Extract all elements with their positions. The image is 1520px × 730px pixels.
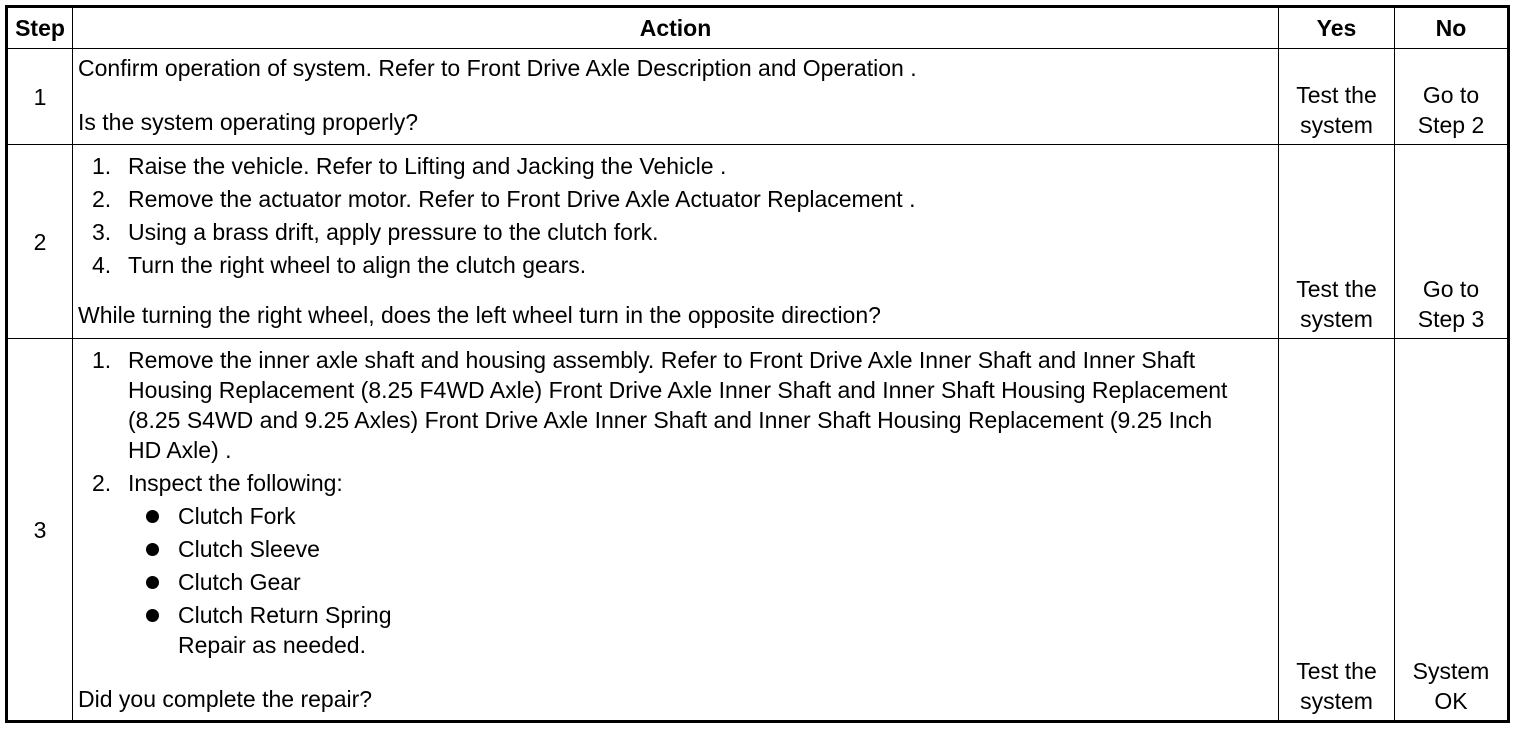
bullet-text: Clutch Return Spring <box>178 602 392 628</box>
substep-list <box>78 151 1272 280</box>
header-row <box>7 7 1509 49</box>
action-question: Did you complete the repair? <box>78 686 373 712</box>
yes-line: system <box>1300 306 1373 332</box>
no-line: OK <box>1434 688 1468 714</box>
no-line: Step 3 <box>1417 306 1485 332</box>
bullet-text: Clutch Gear <box>178 569 301 595</box>
inspect-bullet-list <box>78 501 1272 630</box>
table-row <box>7 145 1509 339</box>
list-item <box>78 468 1272 498</box>
diagnostic-table <box>5 5 1510 723</box>
list-item <box>128 600 1272 630</box>
list-item <box>78 184 1272 214</box>
substep-number: 3. <box>92 219 112 245</box>
bullet-text: Clutch Sleeve <box>178 536 320 562</box>
table-row <box>7 339 1509 722</box>
list-item <box>78 345 1272 465</box>
yes-line: Test the <box>1296 276 1377 302</box>
no-line: System <box>1412 658 1490 684</box>
action-cell <box>73 49 1279 145</box>
list-item <box>78 217 1272 247</box>
no-cell <box>1395 339 1509 722</box>
header-action: Action <box>73 7 1279 49</box>
substep-text: Raise the vehicle. Refer to Lifting and Jacking the Vehicle . <box>128 153 727 179</box>
yes-line: Test the <box>1296 658 1377 684</box>
list-item <box>78 151 1272 181</box>
table-row <box>7 49 1509 145</box>
yes-cell <box>1279 339 1395 722</box>
bullet-icon <box>146 609 159 622</box>
step-number: 1 <box>7 49 73 145</box>
substep-text: Using a brass drift, apply pressure to the clutch fork. <box>128 219 659 245</box>
header-yes: Yes <box>1279 7 1395 49</box>
substep-text: Inspect the following: <box>128 470 343 496</box>
yes-line: system <box>1300 112 1373 138</box>
list-item <box>128 534 1272 564</box>
no-line: Go to <box>1422 82 1480 108</box>
no-line: Step 2 <box>1417 112 1485 138</box>
substep-number: 2. <box>92 470 112 496</box>
bullet-text: Clutch Fork <box>178 503 296 529</box>
no-cell <box>1395 145 1509 339</box>
substep-text: Turn the right wheel to align the clutch gears. <box>128 252 587 278</box>
list-item <box>128 567 1272 597</box>
no-cell <box>1395 49 1509 145</box>
substep-number: 1. <box>92 153 112 179</box>
substep-text: Remove the actuator motor. Refer to Front Drive Axle Actuator Replacement . <box>128 186 916 212</box>
list-item <box>128 501 1272 531</box>
yes-cell <box>1279 145 1395 339</box>
step-number: 3 <box>7 339 73 722</box>
repair-note: Repair as needed. <box>178 632 366 658</box>
substep-number: 1. <box>92 347 112 373</box>
bullet-icon <box>146 576 159 589</box>
substep-number: 4. <box>92 252 112 278</box>
yes-line: system <box>1300 688 1373 714</box>
action-question: While turning the right wheel, does the left wheel turn in the opposite direction? <box>78 302 881 328</box>
header-step: Step <box>7 7 73 49</box>
list-item <box>78 250 1272 280</box>
yes-cell <box>1279 49 1395 145</box>
header-no: No <box>1395 7 1509 49</box>
yes-line: Test the <box>1296 82 1377 108</box>
no-line: Go to <box>1422 276 1480 302</box>
action-question: Is the system operating properly? <box>78 109 419 135</box>
action-cell <box>73 145 1279 339</box>
substep-list <box>78 345 1272 498</box>
action-cell <box>73 339 1279 722</box>
substep-number: 2. <box>92 186 112 212</box>
bullet-icon <box>146 543 159 556</box>
action-intro: Confirm operation of system. Refer to Front Drive Axle Description and Operation . <box>78 55 917 81</box>
bullet-icon <box>146 510 159 523</box>
step-number: 2 <box>7 145 73 339</box>
substep-text: Remove the inner axle shaft and housing assembly. Refer to Front Drive Axle Inner Shaft and Inner Shaft Housing Replacement (8.25 F4WD Axle) Front Drive Axle Inner Shaft and Inner Shaft Housing Replacement (8.25 S4WD and 9.25 Axles) Front Drive Axle Inner Shaft and Inner Shaft Housing Replacement (9.25 Inch HD Axle) . <box>128 347 1228 463</box>
